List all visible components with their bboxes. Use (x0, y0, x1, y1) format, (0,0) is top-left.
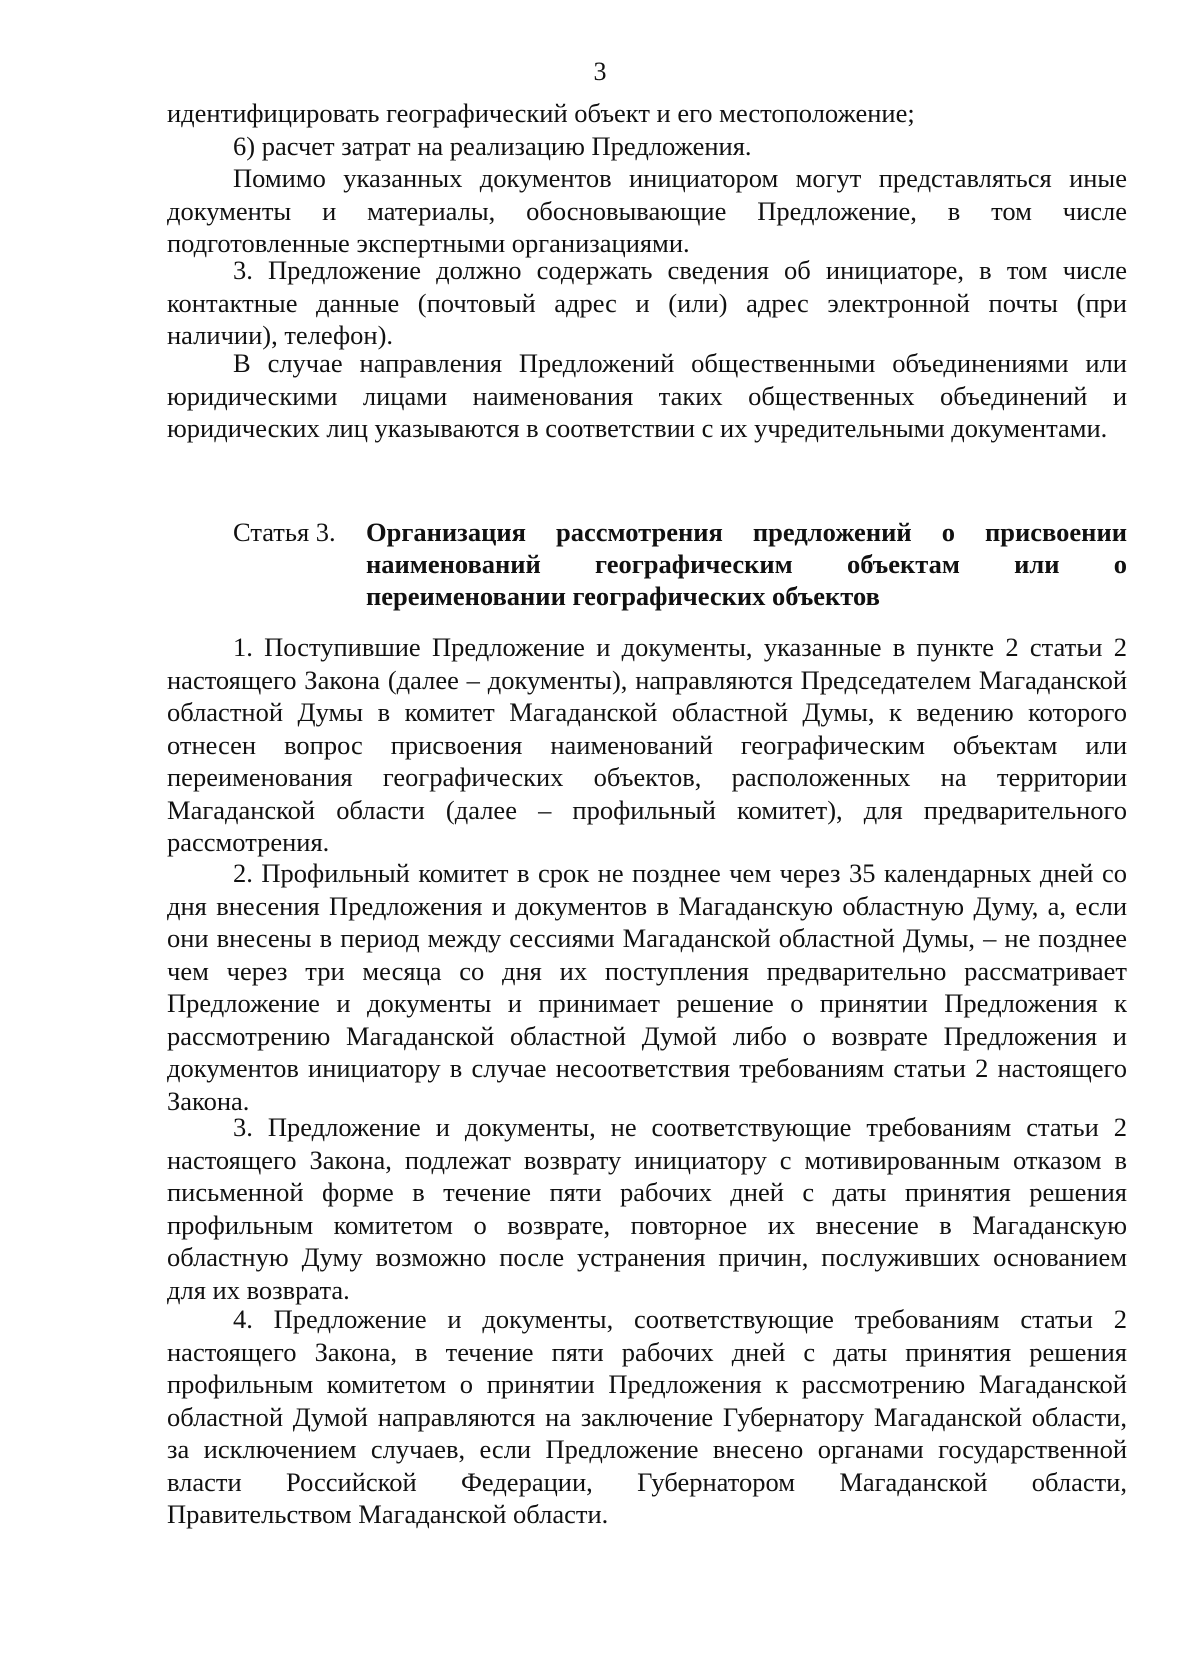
paragraph-initiator-info: 3. Предложение должно содержать сведения об инициаторе, в том числе контактные данные (почтовый адрес и (или) адрес электронной почты (при наличии), телефон). (167, 255, 1127, 350)
paragraph-item-6: 6) расчет затрат на реализацию Предложения. (233, 131, 752, 161)
article-paragraph-4: 4. Предложение и документы, соответствующие требованиям статьи 2 настоящего Закона, в течение пяти рабочих дней с даты принятия решения профильным комитетом о принятии Предложения к рассмотрению Магаданской областной Думой направляются на заключение Губернатору Магаданской области, за исключением случаев, если Предложение внесено органами государственной власти Российской Федерации, Губернатором Магаданской области, Правительством Магаданской области. (167, 1304, 1127, 1529)
paragraph-continuation: идентифицировать географический объект и его местоположение; (167, 98, 915, 128)
article-paragraph-2: 2. Профильный комитет в срок не позднее чем через 35 календарных дней со дня внесения Предложения и документов в Магаданскую областную Думу, а, если они внесены в период между сессиями Магаданской областной Думы, – не позднее чем через три месяца со дня их поступления предварительно рассматривает Предложение и документы и принимает решение о принятии Предложения к рассмотрению Магаданской областной Думой либо о возврате Предложения и документов инициатору в случае несоответствия требованиям статьи 2 настоящего Закона. (167, 858, 1127, 1116)
page-number: 3 (593, 57, 607, 86)
article-title: Организация рассмотрения предложений о присвоении наименований географическим объектам или о переименовании географических объектов (366, 517, 1127, 611)
article-paragraph-1: 1. Поступившие Предложение и документы, указанные в пункте 2 статьи 2 настоящего Закона (далее – документы), направляются Председателем Магаданской областной Думы в комитет Магаданской областной Думы, к ведению которого отнесен вопрос присвоения наименований географическим объектам или переименования географических объектов, расположенных на территории Магаданской области (далее – профильный комитет), для предварительного рассмотрения. (167, 632, 1127, 857)
article-paragraph-3: 3. Предложение и документы, не соответствующие требованиям статьи 2 настоящего Закона, подлежат возврату инициатору с мотивированным отказом в письменной форме в течение пяти рабочих дней с даты принятия решения профильным комитетом о возврате, повторное их внесение в Магаданскую областную Думу возможно после устранения причин, послуживших основанием для их возврата. (167, 1112, 1127, 1305)
paragraph-other-documents: Помимо указанных документов инициатором могут представляться иные документы и материалы, обосновывающие Предложение, в том числе подготовленные экспертными организациями. (167, 163, 1127, 258)
article-label: Статья 3. (233, 517, 336, 547)
paragraph-associations: В случае направления Предложений общественными объединениями или юридическими лицами наименования таких общественных объединений и юридических лиц указываются в соответствии с их учредительными документами. (167, 348, 1127, 443)
